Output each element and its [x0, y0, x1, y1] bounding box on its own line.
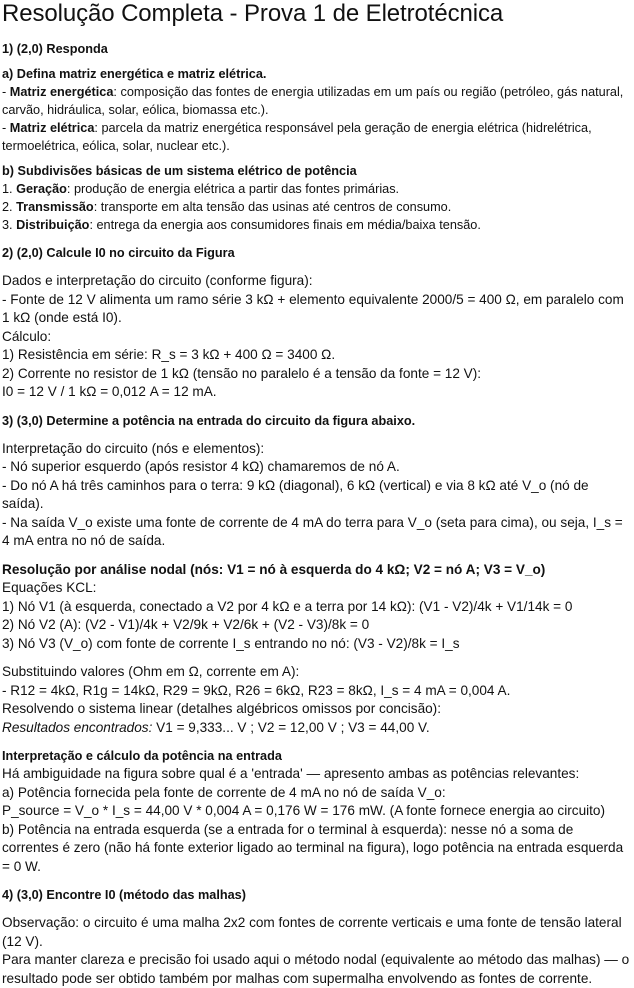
list-text: : produção de energia elétrica a partir das fontes primárias. [66, 182, 400, 196]
q3-subst-line: Substituindo valores (Ohm em Ω, corrente em A): [2, 664, 300, 679]
q3-power-line: b) Potência na entrada esquerda (se a entrada for o terminal à esquerda): nesse nó a soma de correntes é zero (não há fonte exterior ligado ao terminal na figura), logo potência na entrada esquerda = 0 W. [2, 821, 624, 874]
list-item [2, 216, 632, 234]
q2-line: I0 = 12 V / 1 kΩ = 0,012 A = 12 mA. [2, 384, 217, 399]
q2-line: - Fonte de 12 V alimenta um ramo série 3 kΩ + elemento equivalente 2000/5 = 400 Ω, em paralelo com 1 kΩ (onde está I0). [2, 291, 624, 325]
q3-subst-line: - R12 = 4kΩ, R1g = 14kΩ, R29 = 9kΩ, R26 = 6kΩ, R23 = 8kΩ, I_s = 4 mA = 0,004 A. [2, 682, 511, 698]
results-label: Resultados encontrados: [2, 719, 153, 735]
q3-interp-line: - Do nó A há três caminhos para o terra: 9 kΩ (diagonal), 6 kΩ (vertical) e via 8 kΩ até V_o (nó de saída). [2, 477, 589, 511]
q3-nodal-heading: Resolução por análise nodal (nós: V1 = nó à esquerda do 4 kΩ; V2 = nó A; V3 = V_o) [2, 561, 546, 577]
q2-line: Dados e interpretação do circuito (conforme figura): [2, 273, 313, 288]
q1-a1-paragraph [2, 83, 632, 119]
q1-b-heading: b) Subdivisões básicas de um sistema elétrico de potência [2, 164, 357, 178]
page-title: Resolução Completa - Prova 1 de Eletrotécnica [2, 0, 504, 27]
q3-power-line: P_source = V_o * I_s = 44,00 V * 0,004 A = 0,176 W = 176 mW. (A fonte fornece energia ao circuito) [2, 803, 606, 818]
term-matriz-energetica: Matriz energética [9, 85, 114, 99]
q1-a2-paragraph [2, 119, 632, 155]
term-distribuicao: Distribuição [16, 218, 90, 232]
list-number: 2. [2, 200, 17, 214]
q1-heading: 1) (2,0) Responda [2, 42, 108, 56]
q2-line: 2) Corrente no resistor de 1 kΩ (tensão no paralelo é a tensão da fonte = 12 V): [2, 365, 482, 381]
term-transmissao: Transmissão [16, 200, 94, 214]
term-geracao: Geração [16, 182, 67, 196]
definition-text: : composição das fontes de energia utilizadas em um país ou região (petróleo, gás natural, carvão, hidráulica, solar, eólica, biomassa etc.). [2, 85, 624, 117]
q4-line: Para manter clareza e precisão foi usado aqui o método nodal (equivalente ao método das malhas) — o resultado pode ser obtido também por malhas com supermalha envolvendo as fontes de corrente. [2, 952, 630, 986]
q3-interp-line: - Nó superior esquerdo (após resistor 4 kΩ) chamaremos de nó A. [2, 459, 400, 474]
term-matriz-eletrica: Matriz elétrica [9, 121, 95, 135]
q3-kcl-line: 3) Nó V3 (V_o) com fonte de corrente I_s entrando no nó: (V3 - V2)/8k = I_s [2, 635, 460, 651]
q3-subst-line: Resolvendo o sistema linear (detalhes algébricos omissos por concisão): [2, 701, 441, 716]
q4-heading: 4) (3,0) Encontre I0 (método das malhas) [2, 888, 246, 902]
list-number: 3. [2, 218, 17, 232]
q3-power-line: a) Potência fornecida pela fonte de corrente de 4 mA no nó de saída V_o: [2, 784, 446, 800]
bullet: - [2, 121, 10, 135]
q2-heading: 2) (2,0) Calcule I0 no circuito da Figura [2, 246, 235, 260]
results-values: V1 = 9,333... V ; V2 = 12,00 V ; V3 = 44,00 V. [152, 719, 430, 735]
q2-line: Cálculo: [2, 328, 52, 344]
list-text: : entrega da energia aos consumidores finais em média/baixa tensão. [89, 218, 481, 232]
list-number: 1. [2, 182, 17, 196]
q3-interp-line: Interpretação do circuito (nós e elementos): [2, 440, 265, 456]
definition-text: : parcela da matriz energética responsável pela geração de energia elétrica (hidrelétrica, termoelétrica, eólica, solar, nuclear etc.). [2, 121, 592, 153]
bullet: - [2, 85, 10, 99]
q3-kcl-line: Equações KCL: [2, 580, 97, 595]
q3-kcl-line: 2) Nó V2 (A): (V2 - V1)/4k + V2/9k + V2/6k + (V2 - V3)/8k = 0 [2, 617, 370, 632]
list-text: : transporte em alta tensão das usinas até centros de consumo. [93, 200, 452, 214]
q3-heading: 3) (3,0) Determine a potência na entrada do circuito da figura abaixo. [2, 413, 416, 428]
q2-line: 1) Resistência em série: R_s = 3 kΩ + 400 Ω = 3400 Ω. [2, 347, 336, 362]
q3-results [2, 719, 632, 738]
q1-a-heading: a) Defina matriz energética e matriz elétrica. [2, 67, 267, 81]
q3-kcl-line: 1) Nó V1 (à esquerda, conectado a V2 por 4 kΩ e a terra por 14 kΩ): (V1 - V2)/4k + V1/14k = 0 [2, 598, 573, 614]
q4-line: Observação: o circuito é uma malha 2x2 com fontes de corrente verticais e uma fonte de tensão lateral (12 V). [2, 915, 622, 949]
q3-power-heading: Interpretação e cálculo da potência na entrada [2, 749, 282, 763]
q3-power-line: Há ambiguidade na figura sobre qual é a 'entrada' — apresento ambas as potências relevantes: [2, 766, 580, 781]
q3-interp-line: - Na saída V_o existe uma fonte de corrente de 4 mA do terra para V_o (seta para cima), ou seja, I_s = 4 mA entra no nó de saída. [2, 514, 623, 548]
list-item [2, 198, 632, 216]
list-item [2, 180, 632, 198]
